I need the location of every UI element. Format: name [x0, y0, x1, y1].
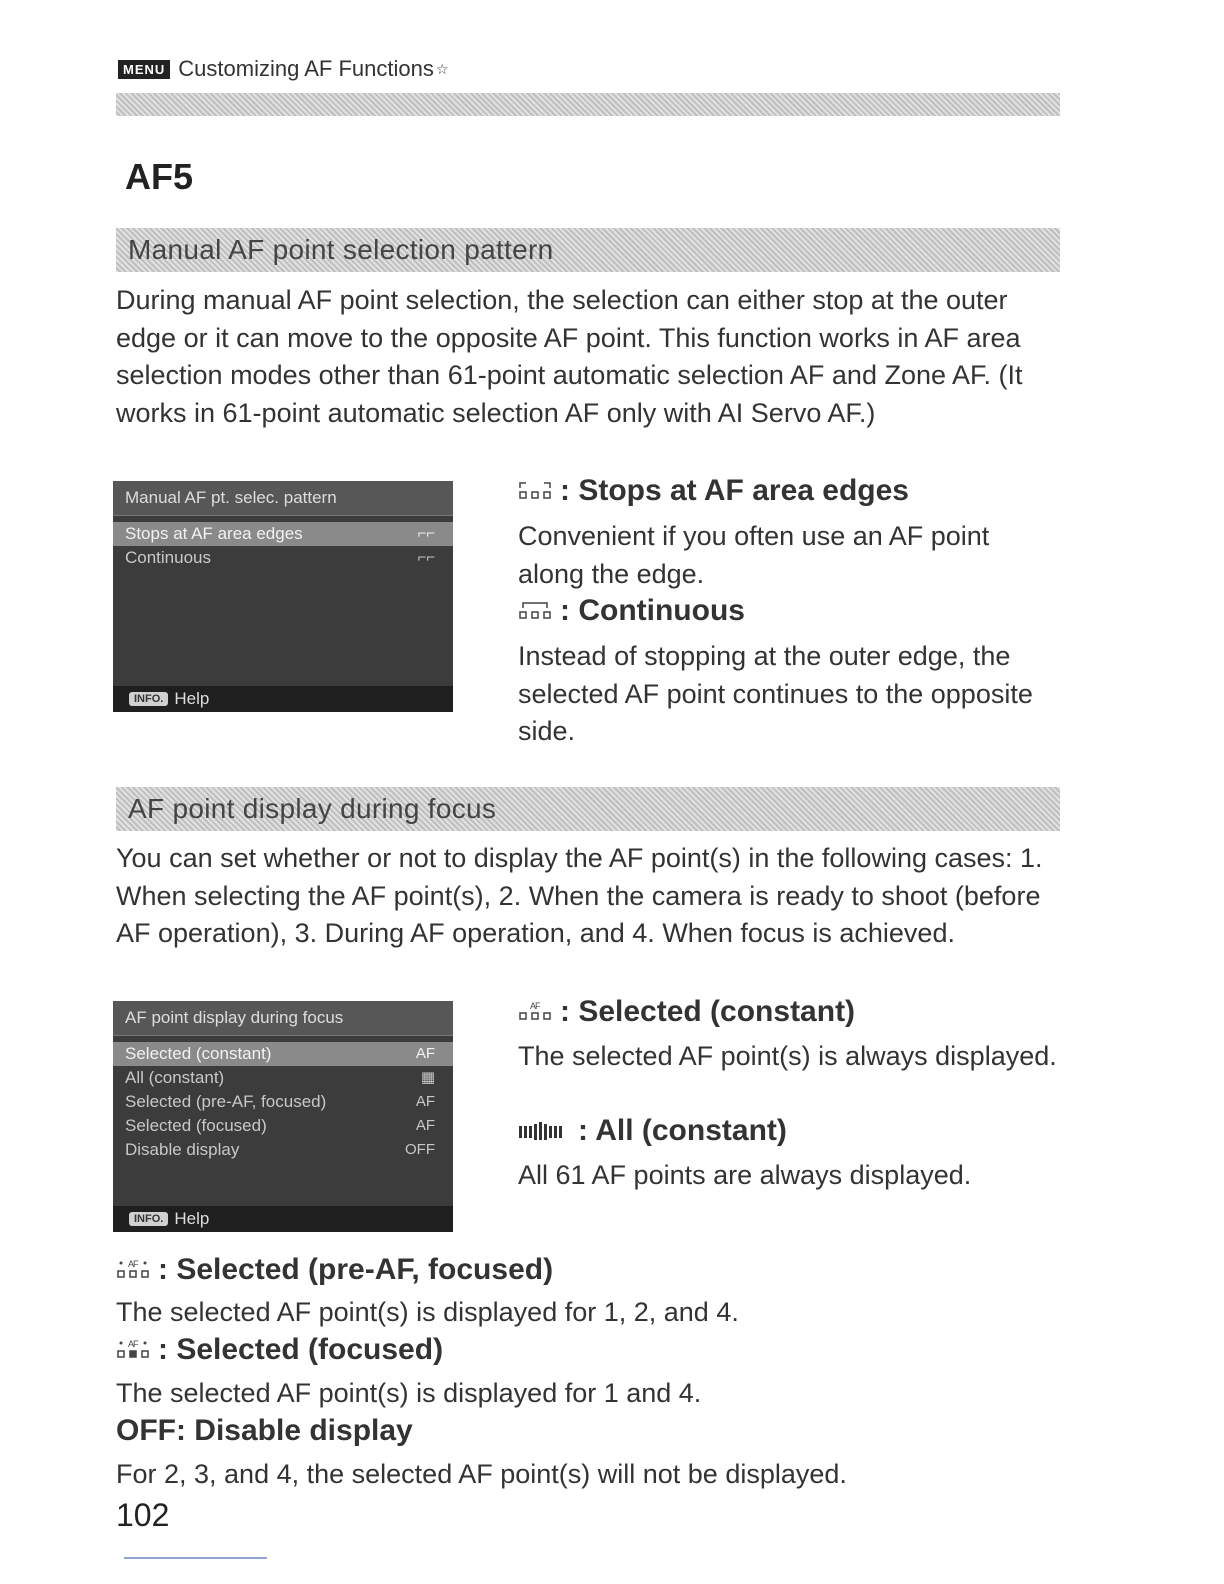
help-label: Help [174, 689, 210, 708]
selected-pre-af-focused-icon [116, 1258, 150, 1282]
info-button-icon: INFO. [129, 692, 168, 706]
header-rule [116, 93, 1060, 116]
screen-row-value: ⌐⌐ [417, 549, 435, 566]
option-heading [116, 1333, 443, 1367]
screen-row [113, 1066, 453, 1090]
screen-row-value: ▦ [420, 1069, 435, 1086]
screen-row-value: OFF [405, 1141, 435, 1158]
screen-row [113, 546, 453, 570]
option-title: : Stops at AF area edges [560, 474, 909, 507]
option-text: The selected AF point(s) is always displayed. [518, 1041, 1057, 1071]
option-heading [518, 474, 909, 508]
stops-at-edges-icon [518, 480, 552, 502]
screen-row-label: All (constant) [125, 1068, 225, 1087]
option-heading [116, 1253, 553, 1287]
option-title: : Selected (focused) [158, 1333, 444, 1366]
screen-title: Manual AF pt. selec. pattern [113, 481, 453, 516]
section-heading-manual-af [116, 228, 1060, 272]
screen-row-label: Selected (focused) [125, 1116, 267, 1135]
screen-row-value: AF [415, 1117, 435, 1134]
screen-title: AF point display during focus [113, 1001, 453, 1036]
help-label: Help [174, 1209, 210, 1228]
screen-row-value: AF [415, 1045, 435, 1062]
screen-row [113, 1114, 453, 1138]
option-title: OFF: Disable display [116, 1414, 413, 1447]
section-title: AF point display during focus [128, 793, 497, 824]
camera-screen-manual-af [113, 481, 453, 712]
screen-row-label: Continuous [125, 548, 212, 567]
option-heading [518, 995, 855, 1029]
screen-row-label: Disable display [125, 1140, 240, 1159]
screen-row [113, 522, 453, 546]
screen-row-value: AF [415, 1093, 435, 1110]
page-heading: AF5 [125, 156, 194, 197]
option-text: Instead of stopping at the outer edge, the selected AF point continues to the opposite side. [518, 641, 1033, 746]
running-header [118, 56, 448, 82]
section1-paragraph: During manual AF point selection, the selection can either stop at the outer edge or it can move to the opposite AF point. This function works in AF area selection modes other than 61-point automatic selection AF and Zone AF. (It works in 61-point automatic selection AF only with AI Servo AF.) [116, 285, 1023, 428]
star-icon: ☆ [435, 60, 449, 77]
section-title: Manual AF point selection pattern [128, 234, 554, 265]
option-title: : All (constant) [578, 1114, 787, 1147]
option-title: : Selected (pre-AF, focused) [158, 1253, 554, 1286]
screen-footer [113, 1206, 453, 1232]
option-heading [518, 594, 745, 628]
screen-row-label: Selected (pre-AF, focused) [125, 1092, 327, 1111]
info-button-icon: INFO. [129, 1212, 168, 1226]
option-title: : Selected (constant) [560, 995, 856, 1028]
section-heading-af-display [116, 787, 1060, 831]
page-number: 102 [116, 1497, 170, 1533]
svg-text:AF: AF [128, 1259, 138, 1269]
option-text: The selected AF point(s) is displayed for 1, 2, and 4. [116, 1297, 739, 1327]
camera-screen-af-display [113, 1001, 453, 1232]
section2-paragraph: You can set whether or not to display the AF point(s) in the following cases: 1. When selecting the AF point(s), 2. When the camera is ready to shoot (before AF operation), 3. During AF operation, and 4. When focus is achieved. [116, 843, 1043, 948]
option-heading [518, 1114, 787, 1148]
screen-row [113, 1138, 453, 1162]
screen-row-label: Stops at AF area edges [125, 524, 303, 543]
continuous-icon [518, 600, 552, 622]
svg-text:AF: AF [128, 1339, 138, 1349]
option-text: Convenient if you often use an AF point along the edge. [518, 521, 990, 589]
all-constant-icon [518, 1120, 570, 1142]
menu-tag-icon: MENU [118, 60, 170, 79]
selected-constant-icon [518, 1000, 552, 1024]
screen-footer [113, 686, 453, 712]
option-title: : Continuous [560, 594, 745, 627]
svg-text:AF: AF [530, 1001, 540, 1011]
header-title: Customizing AF Functions [178, 56, 434, 81]
screen-row-label: Selected (constant) [125, 1044, 272, 1063]
option-text: All 61 AF points are always displayed. [518, 1160, 972, 1190]
footer-rule [124, 1557, 267, 1559]
screen-row-value: ⌐⌐ [417, 525, 435, 542]
option-text: For 2, 3, and 4, the selected AF point(s) will not be displayed. [116, 1459, 847, 1489]
option-heading [116, 1414, 413, 1448]
selected-focused-icon [116, 1338, 150, 1362]
screen-row [113, 1090, 453, 1114]
option-text: The selected AF point(s) is displayed for 1 and 4. [116, 1378, 702, 1408]
screen-row [113, 1042, 453, 1066]
